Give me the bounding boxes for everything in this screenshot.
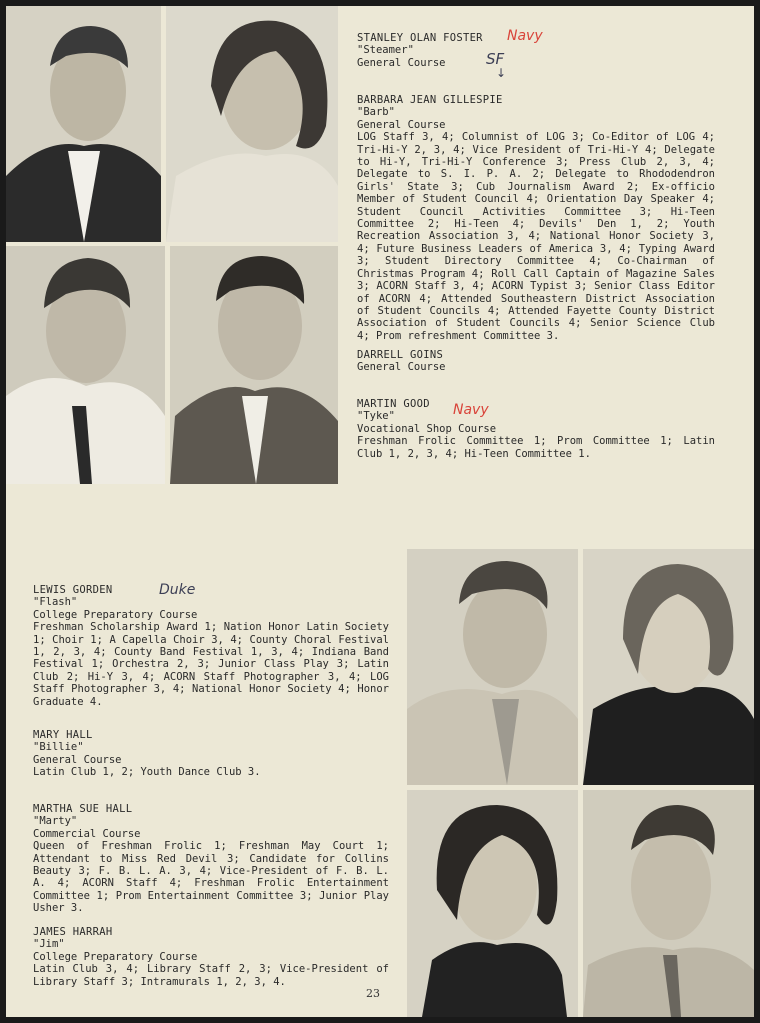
portrait-darrell-goins (6, 246, 165, 484)
student-course: General Course (357, 361, 446, 374)
student-activities: Latin Club 1, 2; Youth Dance Club 3. (33, 766, 261, 779)
student-nickname: "Tyke" (357, 410, 395, 423)
student-activities: Queen of Freshman Frolic 1; Freshman May Court 1; Attendant to Miss Red Devil 3; Candidate for Collins Beauty 3; F. B. L. A. 3, 4; Vice-President of F. B. L. A. 4; ACORN Staff 4; Freshman Frolic Entertainment Committee 1; Prom Entertainment Committee 3; Junior Play Usher 3. (33, 840, 389, 915)
student-nickname: "Barb" (357, 106, 395, 119)
entry-martin-good (357, 398, 715, 460)
student-course: College Preparatory Course (33, 950, 198, 963)
student-course: General Course (33, 753, 122, 766)
portrait-martin-good (170, 246, 338, 484)
student-course: Commercial Course (33, 827, 141, 840)
student-nickname: "Jim" (33, 938, 65, 951)
portrait-mary-hall (583, 549, 754, 785)
portrait-martha-sue-hall (407, 790, 578, 1017)
student-nickname: "Flash" (33, 596, 78, 609)
student-activities: Freshman Frolic Committee 1; Prom Committee 1; Latin Club 1, 2, 3, 4; Hi-Teen Committee 1. (357, 435, 715, 460)
handwritten-note: Navy (507, 28, 543, 44)
student-activities: Freshman Scholarship Award 1; Nation Honor Latin Society 1; Choir 1; A Capella Choir 3, 4; County Choral Festival 1, 2, 3, 4; County Band Festival 1, 3, 4; Indiana Band Festival 1; Orchestra 2, 3; Junior Class Play 3; Latin Club 2; Hi-Y 3, 4; ACORN Staff Photographer 3, 4; LOG Staff Photographer 3, 4; National Honor Society 4; Honor Graduate 4. (33, 621, 389, 708)
entry-james-harrah (33, 926, 389, 988)
student-name: MARY HALL (33, 729, 93, 741)
student-name: STANLEY OLAN FOSTER (357, 32, 483, 44)
student-nickname: "Billie" (33, 741, 84, 754)
handwritten-arrow: ↓ (496, 66, 507, 80)
portrait-barbara-gillespie (166, 6, 338, 242)
student-course: Vocational Shop Course (357, 422, 497, 435)
student-activities: LOG Staff 3, 4; Columnist of LOG 3; Co-Editor of LOG 4; Tri-Hi-Y 2, 3, 4; Vice President of Tri-Hi-Y 4; Delegate to Hi-Y, Tri-Hi-Y Conference 3; Press Club 2, 3, 4; Delegate to S. I. P. A. 2; Delegate to Rhododendron Girls' State 3; Cub Journalism Award 2; Ex-officio Member of Student Council 4; Orientation Day Speaker 4; Student Council Activities Committee 3; Hi-Teen Committee 2; Hi-Teen 4; Devils' Den 1, 2; Youth Recreation Association 3, 4; National Honor Society 3, 4; Future Business Leaders of America 3, 4; Typing Award 3; Student Directory Committee 4; Co-Chairman of Christmas Program 4; Roll Call Captain of Magazine Sales 3; ACORN Staff 3, 4; ACORN Typist 3; Senior Class Editor of ACORN 4; Attended Southeastern District Association of Student Councils 4; Attended Fayette County District Association of Student Councils 4; Senior Science Club 4; Prom refreshment Committee 3. (357, 131, 715, 342)
entry-darrell-goins (357, 349, 717, 374)
student-course: General Course (357, 56, 446, 69)
entry-barbara-gillespie (357, 94, 715, 342)
handwritten-nickname: Duke (159, 582, 196, 598)
portrait-stanley-foster (6, 6, 161, 242)
entry-mary-hall (33, 729, 389, 779)
page-number: 23 (366, 987, 380, 1000)
student-name: LEWIS GORDEN (33, 584, 113, 596)
student-course: General Course (357, 118, 446, 131)
student-activities: Latin Club 3, 4; Library Staff 2, 3; Vice-President of Library Staff 3; Intramurals 1, 2, 3, 4. (33, 963, 389, 988)
portrait-james-harrah (583, 790, 754, 1017)
portrait-lewis-gorden (407, 549, 578, 785)
student-name: BARBARA JEAN GILLESPIE (357, 94, 503, 106)
student-name: MARTHA SUE HALL (33, 803, 133, 815)
student-nickname: "Marty" (33, 815, 78, 828)
student-name: DARRELL GOINS (357, 349, 444, 361)
student-name: MARTIN GOOD (357, 398, 430, 410)
handwritten-initials: SF (486, 50, 505, 68)
student-course: College Preparatory Course (33, 608, 198, 621)
handwritten-note: Navy (453, 402, 489, 418)
entry-lewis-gorden (33, 584, 389, 708)
student-nickname: "Steamer" (357, 44, 414, 57)
yearbook-page (6, 6, 754, 1017)
entry-martha-sue-hall (33, 803, 389, 915)
student-name: JAMES HARRAH (33, 926, 113, 938)
